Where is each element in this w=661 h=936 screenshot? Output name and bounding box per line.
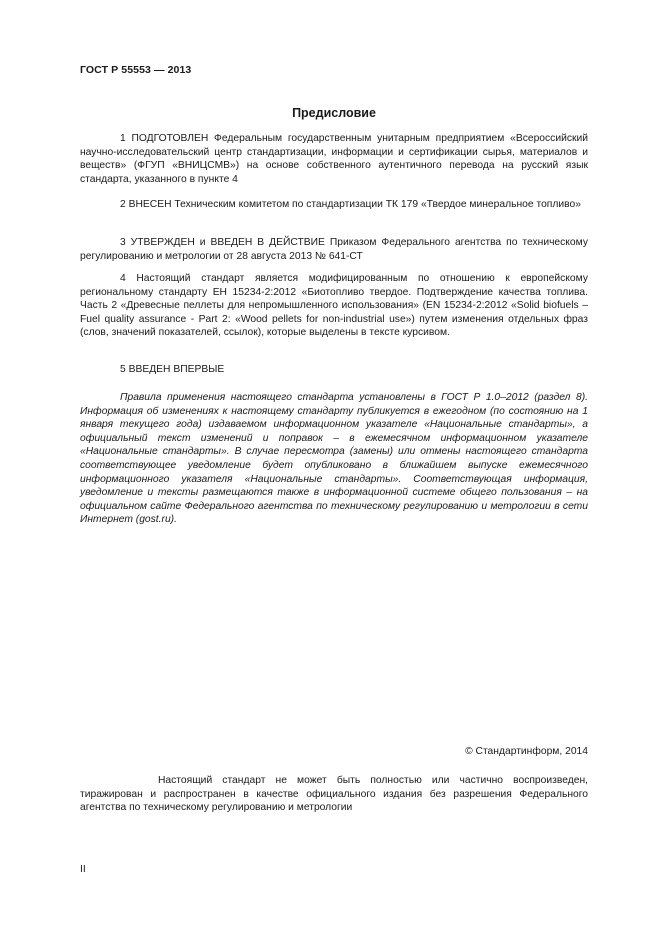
preface-paragraph-2: 2 ВНЕСЕН Техническим комитетом по стандартизации ТК 179 «Твердое минеральное топливо» (120, 199, 581, 210)
preface-paragraph-4: 4 Настоящий стандарт является модифицированным по отношению к европейскому региональному стандарту ЕН 15234-2:2012 «Биотопливо твердое. Подтверждение качества топлива. Часть 2 «Древесные пеллеты для непромышленного использования» (EN 15234-2:2012 «Solid biofuels – Fuel quality assurance - Part 2: «Wood pellets for non-industrial use») путем изменения отдельных фраз (слов, значений показателей, ссылок), которые выделены в тексте курсивом. (80, 273, 588, 339)
page-number: II (80, 864, 86, 875)
rules-note: Правила применения настоящего стандарта установлены в ГОСТ Р 1.0–2012 (раздел 8). Информация об изменениях к настоящему стандарту публикуется в ежегодном (по состоянию на 1 января текущего года) издаваемом информационном указателе «Национальные стандарты», а официальный текст изменений и поправок – в ежемесячном информационном указателе «Национальные стандарты». В случае пересмотра (замены) или отмены настоящего стандарта соответствующее уведомление будет опубликовано в ближайшем выпуске ежемесячного информационного указателя «Национальные стандарты». Соответствующая информация, уведомление и тексты размещаются также в информационной системе общего пользования – на официальном сайте Федерального агентства по техническому регулированию и метрологии в сети Интернет (gost.ru). (80, 392, 588, 526)
document-code: ГОСТ Р 55553 — 2013 (80, 64, 192, 76)
preface-paragraph-5: 5 ВВЕДЕН ВПЕРВЫЕ (120, 364, 225, 375)
reproduction-notice: Настоящий стандарт не может быть полностью или частично воспроизведен, тиражирован и распространен в качестве официального издания без разрешения Федерального агентства по техническому регулированию и метрологии (80, 775, 588, 814)
copyright: © Стандартинформ, 2014 (465, 746, 588, 757)
preface-paragraph-1: 1 ПОДГОТОВЛЕН Федеральным государственным унитарным предприятием «Всероссийский научно-исследовательский центр стандартизации, информации и сертификации сырья, материалов и веществ» (ФГУП «ВНИЦСМВ») на основе собственного аутентичного перевода на русский язык стандарта, указанного в пункте 4 (80, 133, 588, 185)
preface-title: Предисловие (292, 106, 376, 120)
preface-paragraph-3: 3 УТВЕРЖДЕН и ВВЕДЕН В ДЕЙСТВИЕ Приказом Федерального агентства по техническому регулированию и метрологии от 28 августа 2013 № 641-СТ (80, 237, 588, 262)
